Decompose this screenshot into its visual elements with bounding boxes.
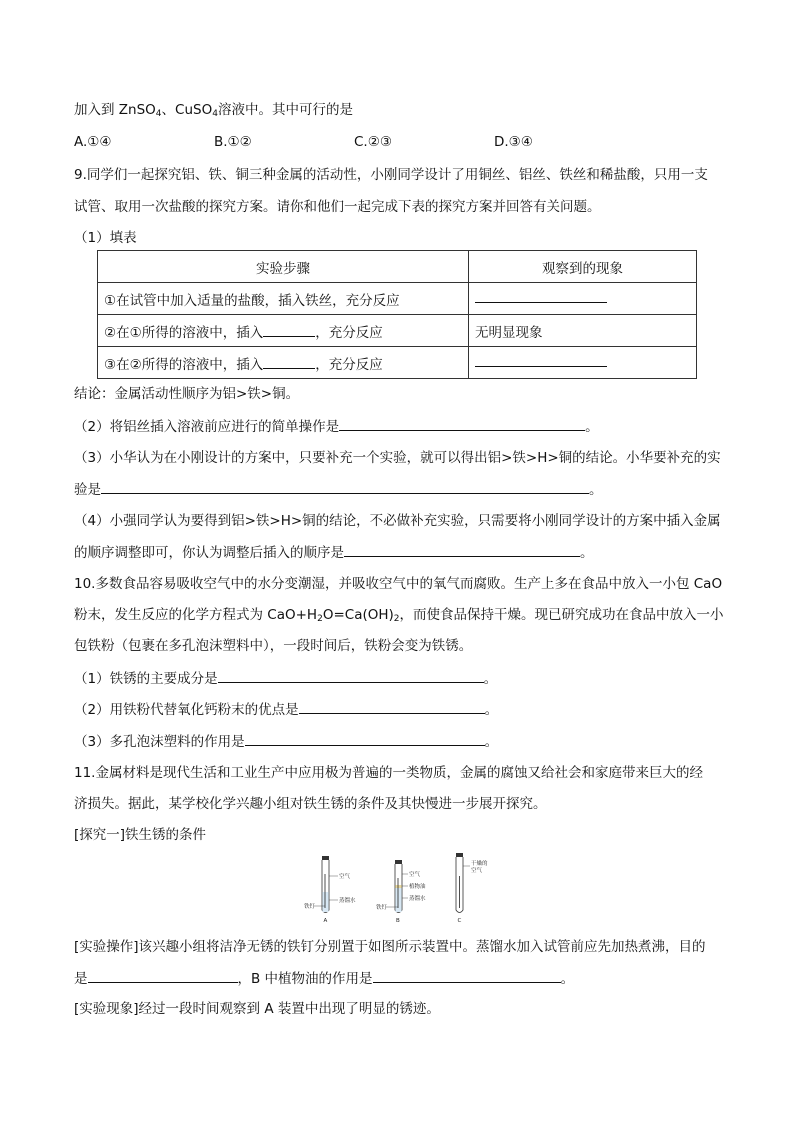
label-dry-air-2: 空气: [471, 868, 483, 874]
q11-op-line2: 是 ，B 中植物油的作用是 。: [74, 968, 574, 989]
option-c[interactable]: C.②③: [354, 134, 392, 150]
tube-b-label: B: [396, 918, 400, 922]
row1-observation-blank[interactable]: [469, 283, 697, 315]
table-row: [98, 315, 697, 347]
q9-line1: 9.同学们一起探究铝、铁、铜三种金属的活动性，小刚同学设计了用铜丝、铝丝、铁丝和稀盐酸，只用一支: [74, 167, 708, 183]
q11-op-line1: [实验操作]该兴趣小组将洁净无锈的铁钉分别置于如图所示装置中。蒸馏水加入试管前应先加热煮沸，目的: [74, 939, 706, 955]
label-dry-air-1: 干燥的: [471, 861, 488, 867]
answer-blank[interactable]: [245, 731, 485, 746]
answer-blank[interactable]: [263, 354, 315, 369]
rust-experiment-figure: [300, 852, 500, 922]
label-air-b: 空气: [409, 872, 421, 878]
q11-line1: 11.金属材料是现代生活和工业生产中应用极为普遍的一类物质，金属的腐蚀又给社会和家庭带来巨大的经: [74, 765, 703, 781]
options-line: [74, 132, 634, 152]
tube-a-diagram: [304, 856, 356, 922]
q9-sub4-line2: 的顺序调整即可，你认为调整后插入的顺序是 。: [74, 542, 594, 563]
tube-b-diagram: [376, 860, 426, 922]
answer-blank[interactable]: [218, 668, 484, 683]
answer-blank[interactable]: [88, 968, 238, 983]
answer-blank[interactable]: [344, 542, 580, 557]
label-nail-b: 铁钉: [376, 905, 388, 911]
q10-sub3: （3）多孔泡沫塑料的作用是 。: [74, 731, 498, 752]
q9-sub1-label: （1）填表: [74, 230, 137, 246]
q11-line2: 济损失。据此，某学校化学兴趣小组对铁生锈的条件及其快慢进一步展开探究。: [74, 796, 547, 812]
q10-line1: 10.多数食品容易吸收空气中的水分变潮湿，并吸收空气中的氧气而腐败。生产上多在食品中放入一小包 CaO: [74, 576, 723, 592]
answer-blank[interactable]: [101, 479, 589, 494]
table-header-row: [98, 251, 697, 283]
q11-explore1: [探究一]铁生锈的条件: [74, 827, 207, 843]
q11-phenomenon: [实验现象]经过一段时间观察到 A 装置中出现了明显的锈迹。: [74, 1001, 440, 1017]
row3-observation-blank[interactable]: [469, 347, 697, 379]
table-row: [98, 347, 697, 379]
label-oil-b: 植物油: [409, 884, 426, 890]
answer-blank[interactable]: [373, 968, 561, 983]
q10-line3: 包铁粉（包裹在多孔泡沫塑料中），一段时间后，铁粉会变为铁锈。: [74, 638, 473, 654]
answer-blank[interactable]: [475, 354, 607, 367]
row1-step: ①在试管中加入适量的盐酸，插入铁丝，充分反应: [98, 283, 469, 315]
tube-c-label: C: [457, 918, 462, 922]
q9-sub2: （2）将铝丝插入溶液前应进行的简单操作是 。: [74, 416, 599, 437]
intro-line: 加入到 ZnSO$_4$、CuSO$_4$溶液中。其中可行的是: [74, 102, 353, 119]
label-air-a: 空气: [339, 874, 351, 880]
q9-sub3-line2: 验是 。: [74, 479, 603, 500]
option-d[interactable]: D.③④: [494, 134, 533, 150]
tube-c-diagram: [456, 853, 488, 922]
answer-blank[interactable]: [475, 290, 607, 303]
label-nail-a: 铁钉: [304, 904, 316, 910]
label-water-b: 蒸馏水: [409, 896, 426, 902]
option-a[interactable]: A.①④: [74, 134, 112, 150]
experiment-table: [97, 250, 697, 379]
tube-a-label: A: [323, 918, 328, 922]
row2-step: ②在①所得的溶液中，插入 ，充分反应: [98, 315, 469, 347]
table-header-observation: 观察到的现象: [469, 251, 697, 283]
answer-blank[interactable]: [263, 322, 315, 337]
answer-blank[interactable]: [299, 699, 485, 714]
q9-conclusion: 结论：金属活动性顺序为铝>铁>铜。: [74, 386, 300, 402]
q9-line2: 试管、取用一次盐酸的探究方案。请你和他们一起完成下表的探究方案并回答有关问题。: [74, 199, 601, 215]
q9-sub3-line1: （3）小华认为在小刚设计的方案中，只要补充一个实验，就可以得出铝>铁>H>铜的结论。小华要补充的实: [74, 450, 721, 466]
table-header-step: 实验步骤: [98, 251, 469, 283]
row2-observation: 无明显现象: [469, 315, 697, 347]
q10-sub2: （2）用铁粉代替氧化钙粉末的优点是 。: [74, 699, 498, 720]
q10-sub1: （1）铁锈的主要成分是 。: [74, 668, 497, 689]
q10-line2: 粉末，发生反应的化学方程式为 $CaO+H_2O=Ca(OH)_2$，而使食品保持干燥。现已研究成功在食品中放入一小: [74, 607, 724, 624]
q9-sub4-line1: （4）小强同学认为要得到铝>铁>H>铜的结论，不必做补充实验，只需要将小刚同学设计的方案中插入金属: [74, 513, 721, 529]
option-b[interactable]: B.①②: [214, 134, 252, 150]
row3-step: ③在②所得的溶液中，插入 ，充分反应: [98, 347, 469, 379]
table-row: [98, 283, 697, 315]
answer-blank[interactable]: [339, 416, 585, 431]
label-water-a: 蒸馏水: [339, 898, 356, 904]
